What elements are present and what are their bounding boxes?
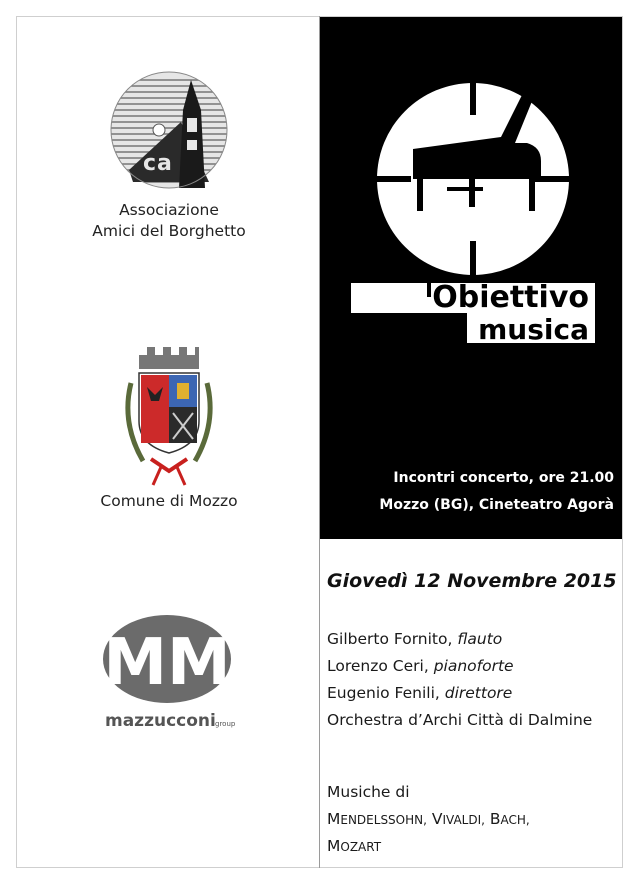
bell-tower-emblem-icon: [109, 70, 229, 192]
composer-2-rest: IVALDI,: [442, 813, 485, 827]
mazzucconi-suffix: group: [215, 720, 236, 728]
piano-crosshair-icon: [351, 37, 595, 349]
performer-1-role: flauto: [457, 630, 503, 648]
svg-text:a: a: [157, 151, 172, 176]
composer-4-rest: OZART: [340, 840, 382, 854]
subtitle-line2: Mozzo (BG), Cineteatro Agorà: [379, 497, 614, 513]
composer-3-rest: ACH,: [500, 813, 530, 827]
performer-2-role: pianoforte: [433, 657, 514, 675]
org-amici-borghetto: [20, 200, 318, 242]
event-date: Giovedì 12 Novembre 2015: [327, 570, 617, 592]
subtitle-line1: Incontri concerto, ore 21.00: [393, 470, 614, 486]
title-musica: musica: [478, 313, 589, 346]
org1-line1: Associazione: [119, 201, 219, 219]
performer-3: [327, 684, 512, 702]
composer-2-initial: V: [431, 810, 443, 828]
mm-letters: MM: [103, 626, 231, 700]
music-label: Musiche di: [327, 783, 410, 801]
coat-of-arms-icon: [117, 343, 221, 488]
composers-line1: [327, 810, 530, 828]
composer-1-initial: M: [327, 810, 341, 828]
orchestra: Orchestra d’Archi Città di Dalmine: [327, 711, 593, 729]
performer-1: [327, 630, 502, 648]
performer-3-role: direttore: [444, 684, 513, 702]
mazzucconi-logo-icon: [101, 612, 241, 734]
composer-1-rest: ENDELSSOHN,: [340, 813, 427, 827]
composers-line2: [327, 837, 381, 855]
org2-name: Comune di Mozzo: [100, 492, 238, 510]
performer-3-name: Eugenio Fenili,: [327, 684, 445, 702]
performer-1-name: Gilberto Fornito,: [327, 630, 458, 648]
mazzucconi-word: mazzucconi: [105, 711, 216, 731]
org1-line2: Amici del Borghetto: [92, 222, 246, 240]
performer-2-name: Lorenzo Ceri,: [327, 657, 434, 675]
svg-text:c: c: [143, 151, 157, 176]
composer-3-initial: B: [489, 810, 501, 828]
composer-4-initial: M: [327, 837, 341, 855]
title-obiettivo: Obiettivo: [432, 280, 589, 315]
org-comune-mozzo: [20, 491, 318, 512]
performer-2: [327, 657, 514, 675]
